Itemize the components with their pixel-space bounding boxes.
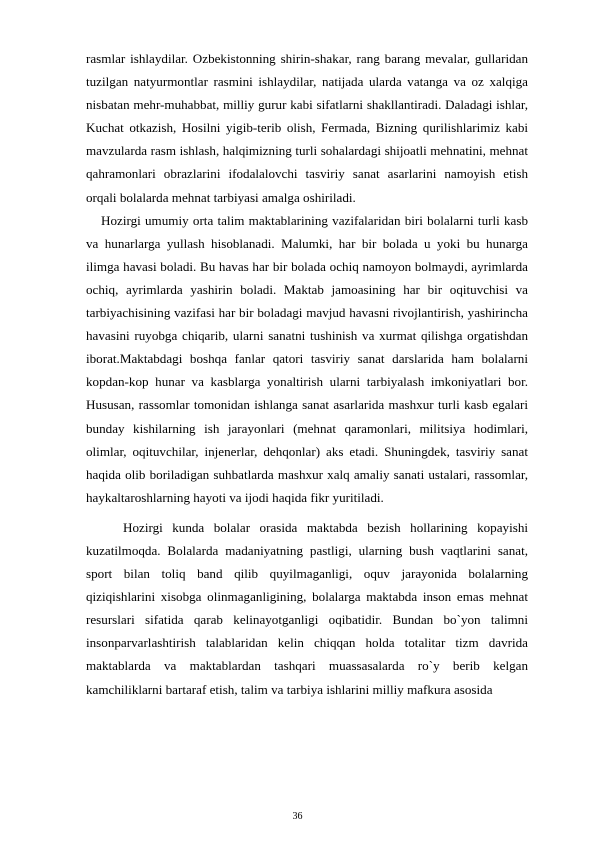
paragraph: rasmlar ishlaydilar. Ozbekistonning shirin-shakar, rang barang mevalar, gullaridan tuzilgan natyurmontlar rasmini ishlaydilar, natijada ularda vatanga va oz xalqiga nisbatan mehr-muhabbat, milliy gurur kabi sifatlarni shakllantiradi. Daladagi ishlar, Kuchat otkazish, Hosilni yigib-terib olish, Fermada, Bizning qurilishlarimiz kabi mavzularda rasm ishlash, halqimizning turli sohalardagi shijoatli mehnatini, mehnat qahramonlari obrazlarini ifodalalovchi tasviriy sanat asarlarini namoyish etish orqali bolalarda mehnat tarbiyasi amalga oshiriladi. [86, 51, 528, 205]
paragraph: Hozirgi umumiy orta talim maktablarining vazifalaridan biri bolalarni turli kasb va hunarlarga yullash hisoblanadi. Malumki, har bir bolada u yoki bu hunarga ilimga havasi boladi. Bu havas har bir bolada ochiq namoyon bolmaydi, ayrimlarda ochiq, ayrimlarda yashirin boladi. Maktab jamoasining har bir oqituvchisi va tarbiyachisining vazifasi har bir boladagi mavjud havasni rivojlantirish, yashirincha havasini ruyobga chiqarib, ularni sanatni tushinish va xurmat qilishga orgatishdan iborat.Maktabdagi boshqa fanlar qatori tasviriy sanat darslarida ham bolalarni kopdan-kop hunar va kasblarga yonaltirish ularni tarbiyalash imkoniyatlari bor. Hususan, rassomlar tomonidan ishlanga sanat asarlarida mashxur turli kasb egalari bunday kishilarning ish jarayonlari (mehnat qaramonlari, militsiya hodimlari, olimlar, oqituvchilar, injenerlar, dehqonlar) aks etadi. Shuningdek, tasviriy sanat haqida olib boriladigan suhbatlarda mashxur xalq amaliy sanati ustalari, rassomlar, haykaltaroshlarning hayoti va ijodi haqida fikr yuritiladi. [86, 212, 528, 505]
body-text [86, 47, 528, 701]
page-number: 36 [292, 811, 303, 822]
paragraph: Hozirgi kunda bolalar orasida maktabda bezish hollarining kopayishi kuzatilmoqda. Bolalarda madaniyatning pastligi, ularning bush vaqtlarini sanat, sport bilan toliq band qilib quyilmaganligi, oquv jarayonida bolalarning qiziqishlarini xisobga olinmaganligining, bolalarga maktabda inson emas mehnat resurslari sifatida qarab kelinayotganligi oqibatidir. Bundan bo`yon talimni insonparvarlashtirish talablaridan kelin chiqqan holda totalitar tizm davrida maktablarda va maktablardan tashqari muassasalarda ro`y berib kelgan kamchiliklarni bartaraf etish, talim va tarbiya ishlarini milliy mafkura asosida [86, 519, 528, 697]
